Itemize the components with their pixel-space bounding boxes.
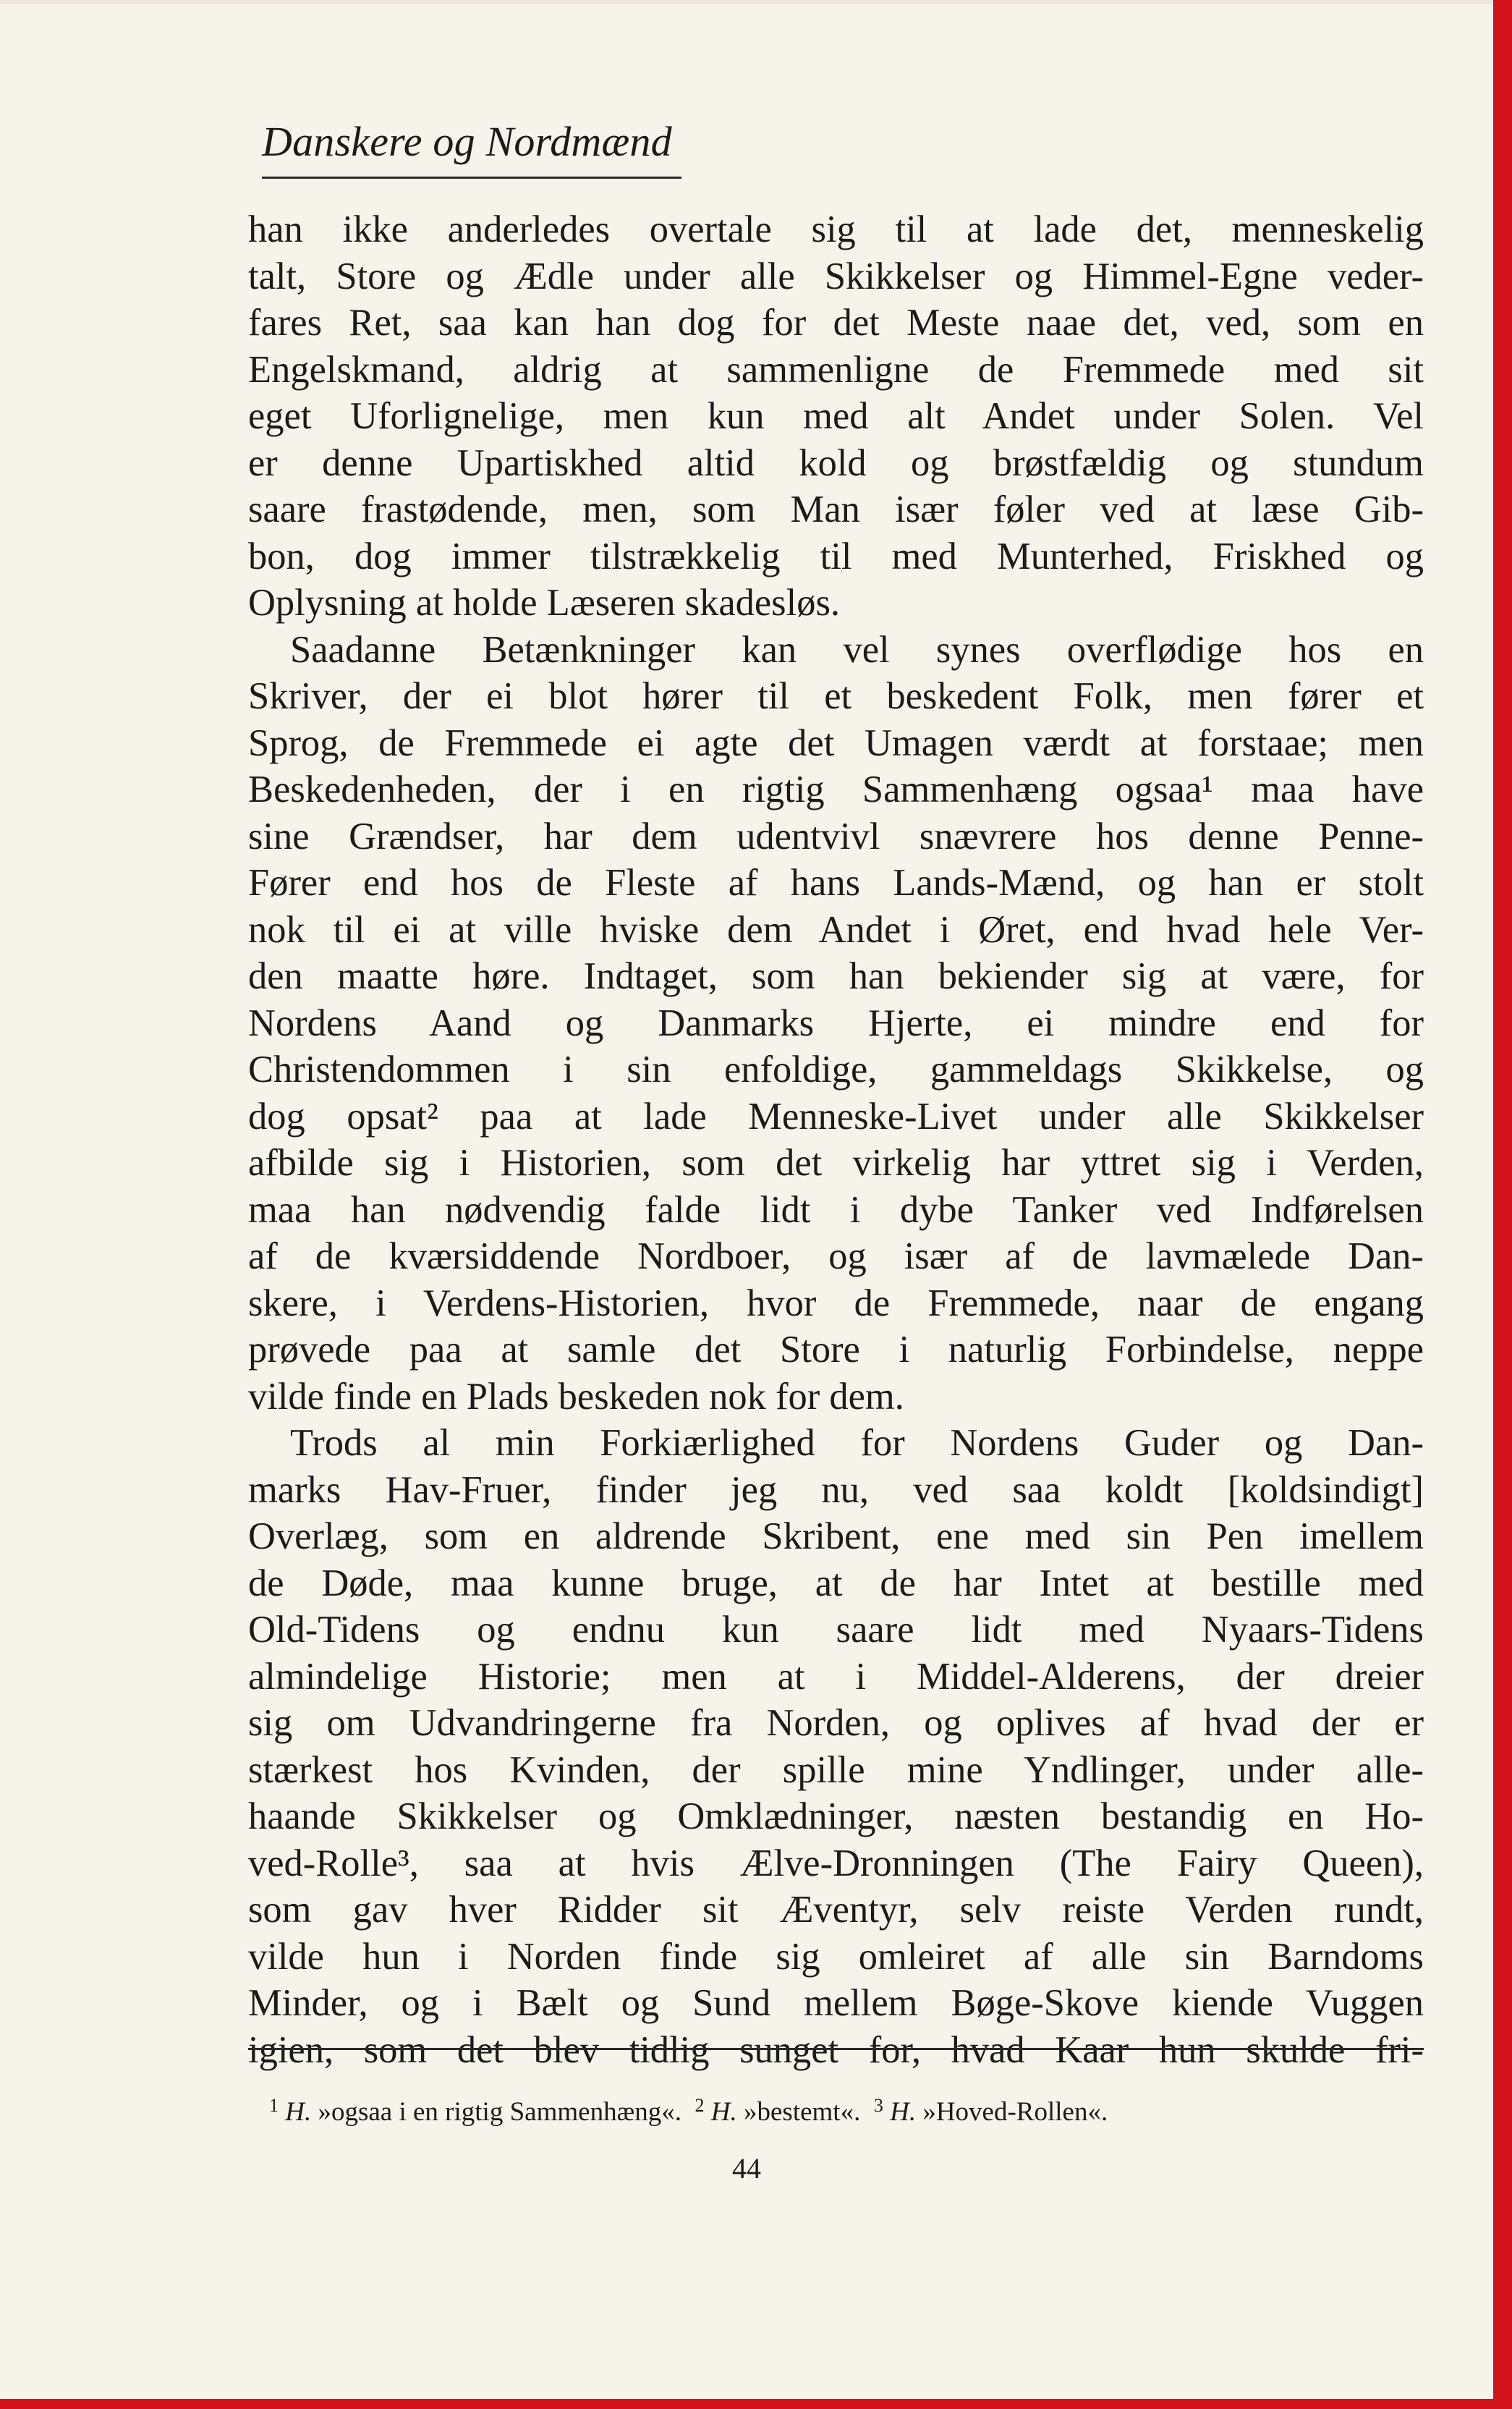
text-line: den maatte høre. Indtaget, som han bekiender sig at være, for (248, 955, 1424, 997)
text-line: Oplysning at holde Læseren skadesløs. (248, 582, 841, 624)
footnote-mark: 2 (695, 2095, 705, 2116)
body-text (248, 206, 1424, 2073)
text-line: som gav hver Ridder sit Æventyr, selv reiste Verden rundt, (248, 1889, 1424, 1931)
text-line: fares Ret, saa kan han dog for det Meste naae det, ved, som en (248, 302, 1424, 344)
text-line: de Døde, maa kunne bruge, at de har Intet at bestille med (248, 1562, 1424, 1604)
text-line: Engelskmand, aldrig at sammenligne de Fremmede med sit (248, 348, 1424, 391)
text-line: maa han nødvendig falde lidt i dybe Tanker ved Indførelsen (248, 1188, 1424, 1231)
text-line: almindelige Historie; men at i Middel-Alderens, der dreier (248, 1655, 1424, 1698)
text-line: af de kværsiddende Nordboer, og især af de lavmælede Dan- (248, 1235, 1424, 1277)
footnote-mark: 1 (269, 2095, 279, 2116)
text-line: Christendommen i sin enfoldige, gammeldags Skikkelse, og (248, 1049, 1424, 1091)
text-line: Saadanne Betænkninger kan vel synes overflødige hos en (290, 628, 1424, 671)
text-line: ved-Rolle³, saa at hvis Ælve-Dronningen (The Fairy Queen), (248, 1842, 1424, 1884)
footnote-divider (248, 2048, 1424, 2050)
text-line: Sprog, de Fremmede ei agte det Umagen værdt at forstaae; men (248, 721, 1424, 764)
page-number: 44 (732, 2152, 761, 2185)
footnote-source: H. (890, 2097, 917, 2127)
running-header: Danskere og Nordmænd (262, 114, 681, 179)
text-line: nok til ei at ville hviske dem Andet i Øret, end hvad hele Ver- (248, 908, 1424, 951)
footnote-text: »ogsaa i en rigtig Sammenhæng«. (318, 2097, 682, 2127)
text-line: Skriver, der ei blot hører til et beskedent Folk, men fører et (248, 675, 1424, 717)
text-line: han ikke anderledes overtale sig til at lade det, menneskelig (248, 208, 1424, 250)
text-line: sine Grændser, har dem udentvivl snævrere hos denne Penne- (248, 815, 1424, 858)
footnotes (269, 2088, 1424, 2130)
text-line: saare frastødende, men, som Man især føler ved at læse Gib- (248, 488, 1424, 530)
text-line: Fører end hos de Fleste af hans Lands-Mænd, og han er stolt (248, 862, 1424, 904)
text-line: vilde finde en Plads beskeden nok for dem. (248, 1375, 904, 1418)
page-top-edge (0, 0, 1512, 4)
text-line: er denne Upartiskhed altid kold og brøstfældig og stundum (248, 441, 1424, 484)
text-line: Overlæg, som en aldrende Skribent, ene med sin Pen imellem (248, 1515, 1424, 1557)
text-line: Beskedenheden, der i en rigtig Sammenhæng ogsaa¹ maa have (248, 769, 1424, 810)
footnote-text: »bestemt«. (744, 2097, 861, 2127)
text-line: sig om Udvandringerne fra Norden, og oplives af hvad der er (248, 1702, 1424, 1744)
text-line: bon, dog immer tilstrækkelig til med Munterhed, Friskhed og (248, 535, 1424, 577)
text-line: igien, som det blev tidlig sunget for, hvad Kaar hun skulde fri- (248, 2028, 1424, 2071)
footnote-mark: 3 (873, 2095, 883, 2116)
page-right-edge (1493, 0, 1512, 2409)
text-line: eget Uforlignelige, men kun med alt Andet under Solen. Vel (248, 395, 1424, 437)
text-line: Old-Tidens og endnu kun saare lidt med Nyaars-Tidens (248, 1609, 1424, 1651)
text-line: marks Hav-Fruer, finder jeg nu, ved saa koldt [koldsindigt] (248, 1468, 1424, 1511)
text-line: Minder, og i Bælt og Sund mellem Bøge-Skove kiende Vuggen (248, 1982, 1424, 2024)
text-line: stærkest hos Kvinden, der spille mine Yndlinger, under alle- (248, 1748, 1424, 1791)
text-line: dog opsat² paa at lade Menneske-Livet under alle Skikkelser (248, 1095, 1424, 1138)
text-line: prøvede paa at samle det Store i naturlig Forbindelse, neppe (248, 1329, 1424, 1371)
footnote-source: H. (285, 2097, 312, 2127)
footnote-source: H. (710, 2097, 737, 2127)
text-line: afbilde sig i Historien, som det virkelig har yttret sig i Verden, (248, 1142, 1424, 1184)
text-line: skere, i Verdens-Historien, hvor de Fremmede, naar de engang (248, 1282, 1424, 1324)
text-line: vilde hun i Norden finde sig omleiret af alle sin Barndoms (248, 1935, 1424, 1978)
page-bottom-edge (0, 2399, 1512, 2409)
text-line: talt, Store og Ædle under alle Skikkelser og Himmel-Egne veder- (248, 255, 1424, 297)
footnote-text: »Hoved-Rollen«. (922, 2097, 1108, 2127)
text-line: Trods al min Forkiærlighed for Nordens Guder og Dan- (290, 1422, 1424, 1464)
text-line: haande Skikkelser og Omklædninger, næsten bestandig en Ho- (248, 1795, 1424, 1837)
text-line: Nordens Aand og Danmarks Hjerte, ei mindre end for (248, 1002, 1424, 1044)
